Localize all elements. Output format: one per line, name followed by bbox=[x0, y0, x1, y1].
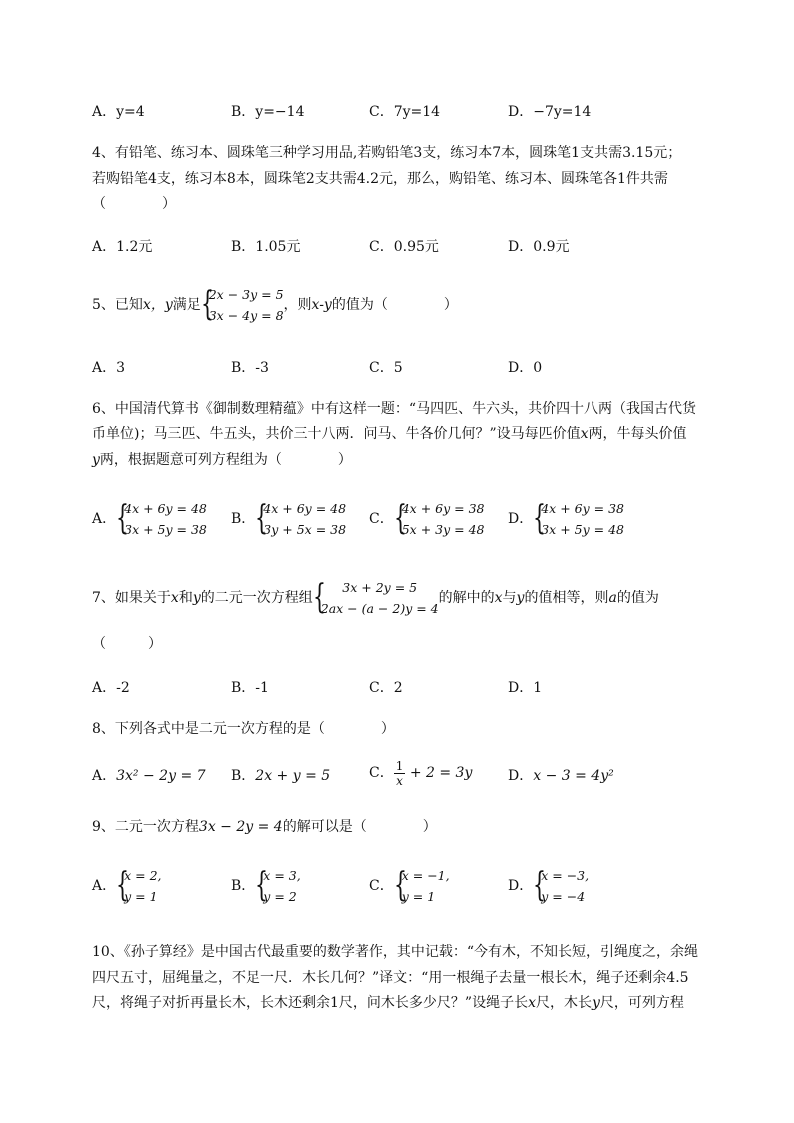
q10-line-1: 10、《孙子算经》是中国古代最重要的数学著作，其中记载：“今有木，不知长短，引绳度之，余绳 bbox=[92, 944, 698, 960]
q4-option-a: A．1.2元 bbox=[92, 239, 153, 255]
q5-option-c: C．5 bbox=[369, 360, 403, 376]
q4-option-c: C．0.95元 bbox=[369, 239, 439, 255]
q6-b-eq-2: 3y + 5x = 38 bbox=[263, 522, 347, 537]
q9-equation: 3x − 2y = 4 bbox=[198, 819, 283, 835]
q8-c-numerator: 1 bbox=[395, 758, 404, 773]
q10-line-2: 四尺五寸，屈绳量之，不足一尺．木长几何？”译文：“用一根绳子去量一根长木，绳子还剩余4.5 bbox=[92, 970, 689, 986]
q7-eq-1: 3x + 2y = 5 bbox=[342, 580, 418, 595]
q6-a-eq-1: 4x + 6y = 48 bbox=[124, 501, 207, 516]
q9-c-eq-1: x = −1, bbox=[401, 868, 450, 883]
q9-option-b-system: { x = 3, y = 2 bbox=[255, 865, 301, 905]
q6-option-a-label: A． bbox=[92, 511, 117, 527]
q6-option-c-system: { 4x + 6y = 38 5x + 3y = 48 bbox=[393, 498, 485, 538]
q9-option-d bbox=[508, 864, 589, 908]
q7-var-a: a bbox=[608, 590, 617, 606]
q8-option-b-label: B． bbox=[231, 768, 256, 784]
q10-line-3 bbox=[92, 992, 684, 1012]
q7-mid: 的二元一次方程组 bbox=[200, 590, 313, 606]
q6-option-b-system: { 4x + 6y = 48 3y + 5x = 38 bbox=[255, 498, 347, 538]
q5-eq-1: 2x − 3y = 5 bbox=[208, 287, 284, 302]
q6-option-d bbox=[508, 497, 624, 541]
q5-eq-2: 3x − 4y = 8 bbox=[208, 308, 284, 323]
q6-var-x: x bbox=[580, 426, 589, 442]
q8-stem: 8、下列各式中是二元一次方程的是（ ） bbox=[92, 721, 395, 737]
q4-line-1: 4、有铅笔、练习本、圆珠笔三种学习用品,若购铅笔3支，练习本7本，圆珠笔1支共需3.15元； bbox=[92, 145, 682, 161]
q6-line-2 bbox=[92, 423, 687, 443]
q6-line-3-b: 两，根据题意可列方程组为（ ） bbox=[99, 452, 352, 468]
q8-option-c-fraction bbox=[394, 759, 406, 788]
q8-c-rest: + 2 = 3y bbox=[409, 765, 473, 781]
q9-a-eq-2: y = 1 bbox=[124, 889, 158, 904]
q6-line-1: 6、中国清代算书《御制数理精蕴》中有这样一题：“马四匹、牛六头，共价四十八两（我国古代货 bbox=[92, 401, 697, 417]
q7-option-b: B．-1 bbox=[231, 680, 269, 696]
q8-option-b-expr: 2x + y = 5 bbox=[255, 768, 331, 784]
q6-a-eq-2: 3x + 5y = 38 bbox=[124, 522, 207, 537]
q7-s2: 与 bbox=[502, 590, 517, 606]
q8-c-denominator: x bbox=[396, 773, 403, 788]
q8-option-d-label: D． bbox=[508, 768, 534, 784]
q7-s4: 的值为 bbox=[616, 590, 659, 606]
q9-b-eq-1: x = 3, bbox=[263, 868, 301, 883]
q5-vars: x，y bbox=[142, 297, 173, 313]
q6-line-3 bbox=[92, 449, 352, 469]
q6-option-a-system: { 4x + 6y = 48 3x + 5y = 38 bbox=[116, 498, 207, 538]
q7-and: 和 bbox=[178, 590, 193, 606]
q6-option-a bbox=[92, 497, 207, 541]
q7-s1: 的解中的 bbox=[438, 590, 495, 606]
q5-stem bbox=[92, 283, 458, 327]
q9-a-eq-1: x = 2, bbox=[124, 868, 162, 883]
q9-option-c bbox=[369, 864, 450, 908]
q9-b-eq-2: y = 2 bbox=[263, 889, 297, 904]
q10-line-3-a: 尺，将绳子对折再量长木，长木还剩余1尺，问木长多少尺？”设绳子长 bbox=[92, 995, 529, 1011]
q8-option-d-expr: x − 3 = 4y² bbox=[533, 768, 614, 784]
q5-option-a: A．3 bbox=[92, 360, 126, 376]
q8-option-c bbox=[369, 757, 472, 789]
q9-d-eq-2: y = −4 bbox=[541, 889, 586, 904]
q10-line-3-c: 尺，可列方程 bbox=[599, 995, 684, 1011]
q4-line-2: 若购铅笔4支，练习本8本，圆珠笔2支共需4.2元，那么，购铅笔、练习本、圆珠笔各1件共需 bbox=[92, 171, 668, 187]
q7-var-x: x bbox=[170, 590, 179, 606]
q7-option-d: D．1 bbox=[508, 680, 543, 696]
q7-s3: 的值相等，则 bbox=[524, 590, 609, 606]
q5-option-d: D．0 bbox=[508, 360, 543, 376]
q5-expr: x-y bbox=[311, 297, 332, 313]
q10-var-x: x bbox=[528, 995, 536, 1011]
q3-option-c: C．7y=14 bbox=[369, 104, 441, 120]
q9-option-a bbox=[92, 864, 162, 908]
q6-c-eq-2: 5x + 3y = 48 bbox=[401, 522, 485, 537]
q6-option-b bbox=[231, 497, 346, 541]
q9-option-d-label: D． bbox=[508, 878, 534, 894]
q5-option-b: B．-3 bbox=[231, 360, 269, 376]
q8-option-d bbox=[508, 765, 614, 785]
q6-d-eq-2: 3x + 5y = 48 bbox=[541, 522, 624, 537]
q8-option-c-label: C． bbox=[369, 765, 394, 781]
q8-option-a-label: A． bbox=[92, 768, 117, 784]
q9-option-c-system: { x = −1, y = 1 bbox=[393, 865, 450, 905]
q9-c-eq-2: y = 1 bbox=[401, 889, 436, 904]
q6-line-2-b: 两，牛每头价值 bbox=[588, 426, 687, 442]
q4-option-b: B．1.05元 bbox=[231, 239, 301, 255]
q6-var-y: y bbox=[92, 452, 100, 468]
q6-c-eq-1: 4x + 6y = 38 bbox=[401, 501, 485, 516]
q7-stem bbox=[92, 576, 659, 620]
q4-option-d: D．0.9元 bbox=[508, 239, 570, 255]
q7-eq-2: 2ax − (a − 2)y = 4 bbox=[320, 601, 439, 616]
q6-option-d-system: { 4x + 6y = 38 3x + 5y = 48 bbox=[533, 498, 624, 538]
q6-option-b-label: B． bbox=[231, 511, 256, 527]
q10-line-3-b: 尺，木长 bbox=[535, 995, 592, 1011]
q3-option-d: D．−7y=14 bbox=[508, 104, 592, 120]
q7-option-a: A．-2 bbox=[92, 680, 130, 696]
q6-line-2-a: 币单位)；马三匹、牛五头，共价三十八两．问马、牛各价几何？”设马每匹价值 bbox=[92, 426, 581, 442]
q6-option-d-label: D． bbox=[508, 511, 534, 527]
q7-option-c: C．2 bbox=[369, 680, 403, 696]
q9-stem bbox=[92, 816, 437, 836]
q5-mid: 满足 bbox=[172, 297, 201, 313]
q5-suffix-2: 的值为（ ） bbox=[331, 297, 458, 313]
q6-d-eq-1: 4x + 6y = 38 bbox=[541, 501, 624, 516]
q9-prefix: 9、二元一次方程 bbox=[92, 819, 199, 835]
q7-prefix: 7、如果关于 bbox=[92, 590, 171, 606]
q5-prefix: 5、已知 bbox=[92, 297, 143, 313]
q8-option-a bbox=[92, 765, 206, 785]
q9-option-b bbox=[231, 864, 301, 908]
q4-line-3: （ ） bbox=[92, 196, 176, 212]
q9-option-c-label: C． bbox=[369, 878, 394, 894]
q3-option-b: B．y=−14 bbox=[231, 104, 305, 120]
q7-var-x2: x bbox=[494, 590, 503, 606]
q9-option-b-label: B． bbox=[231, 878, 256, 894]
q6-b-eq-1: 4x + 6y = 48 bbox=[263, 501, 347, 516]
q9-option-d-system: { x = −3, y = −4 bbox=[533, 865, 590, 905]
q7-var-y2: y bbox=[516, 590, 525, 606]
q6-option-c-label: C． bbox=[369, 511, 394, 527]
q7-system: { 3x + 2y = 5 2ax − (a − 2)y = 4 bbox=[312, 577, 439, 617]
q9-option-a-system: { x = 2, y = 1 bbox=[116, 865, 162, 905]
q6-option-c bbox=[369, 497, 484, 541]
q9-d-eq-1: x = −3, bbox=[541, 868, 590, 883]
q5-suffix-1: ，则 bbox=[283, 297, 312, 313]
q9-option-a-label: A． bbox=[92, 878, 117, 894]
q3-option-a: A．y=4 bbox=[92, 104, 145, 120]
q8-option-b bbox=[231, 765, 330, 785]
q7-line-2: （ ） bbox=[92, 636, 162, 652]
q8-option-a-expr: 3x² − 2y = 7 bbox=[116, 768, 206, 784]
q10-var-y: y bbox=[591, 995, 600, 1011]
q9-suffix: 的解可以是（ ） bbox=[282, 819, 437, 835]
q5-system: { 2x − 3y = 5 3x − 4y = 8 bbox=[200, 284, 284, 324]
q7-var-y: y bbox=[192, 590, 201, 606]
